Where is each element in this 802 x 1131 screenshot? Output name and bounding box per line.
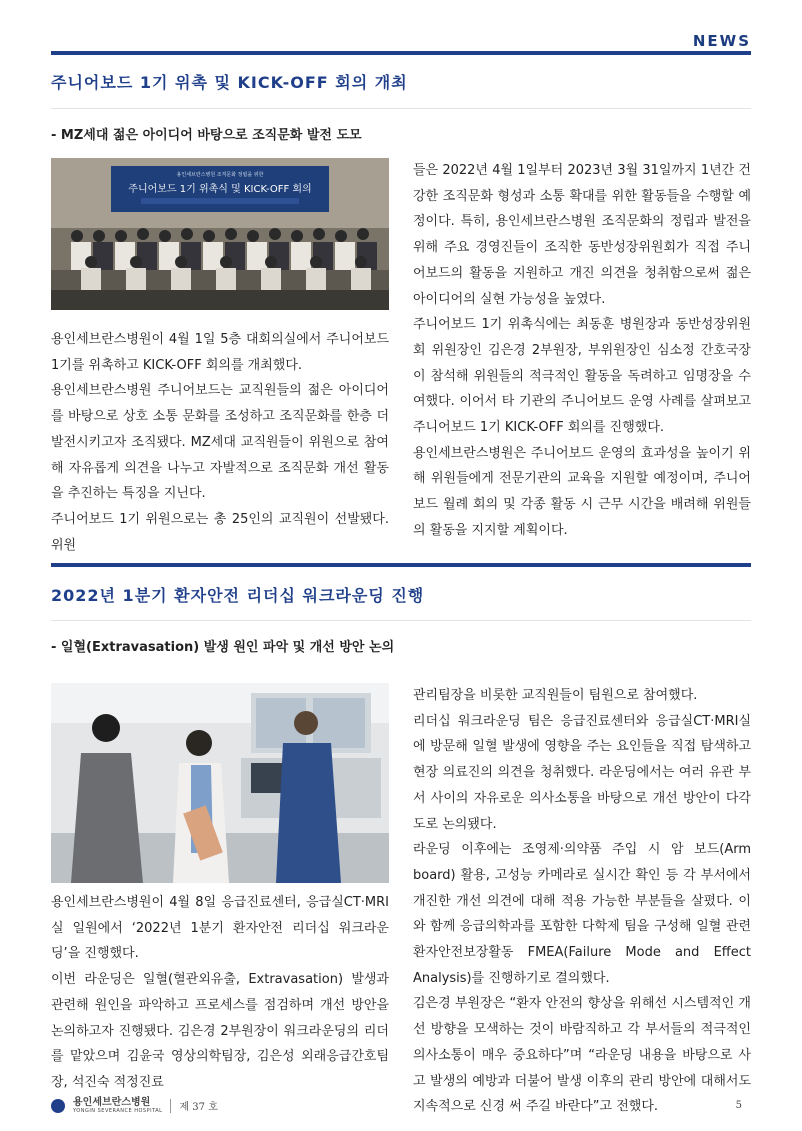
paragraph: 용인세브란스병원이 4월 8일 응급진료센터, 응급실CT·MRI실 일원에서 ‘2022년 1분기 환자안전 리더십 워크라운딩’을 진행했다. <box>51 895 389 962</box>
article1-right-column <box>413 158 751 544</box>
paragraph: 주니어보드 1기 위원으로는 총 25인의 교직원이 선발됐다. 위원 <box>51 511 389 553</box>
footer <box>51 1098 218 1114</box>
divider <box>51 620 751 621</box>
hospital-logo-icon <box>51 1099 65 1113</box>
paragraph: 들은 2022년 4월 1일부터 2023년 3월 31일까지 1년간 건강한 조직문화 형성과 소통 확대를 위한 활동들을 수행할 예정이다. 특히, 용인세브란스병원 조직문화의 정립과 발전을 위해 주요 경영진들이 조직한 동반성장위원회가 직접 주니어보드의 활동을 지원하고 개진 의견을 청취함으로써 젊은 아이디어의 실현 가능성을 높였다. <box>413 163 751 307</box>
hospital-name-block <box>73 1098 162 1114</box>
paragraph: 김은경 부원장은 “환자 안전의 향상을 위해선 시스템적인 개선 방향을 모색하는 것이 바람직하고 각 부서들의 적극적인 의사소통이 매우 중요하다”며 “라운딩 내용을 바탕으로 사고 발생의 예방과 더불어 발생 이후의 관리 방안에 대해서도 지속적으로 신경 써 주길 바란다”고 전했다. <box>413 996 751 1115</box>
paragraph: 주니어보드 1기 위촉식에는 최동훈 병원장과 동반성장위원회 위원장인 김은경 2부원장, 부위원장인 심소정 간호국장이 참석해 위원들의 적극적인 활동을 독려하고 임명장을 수여했다. 이어서 타 기관의 주니어보드 운영 사례를 살펴보고 주니어보드 1기 KICK-OFF 회의를 진행했다. <box>413 317 751 436</box>
section-label: NEWS <box>692 32 751 50</box>
article-title: 주니어보드 1기 위촉 및 KICK-OFF 회의 개최 <box>51 73 408 92</box>
article2-right-column <box>413 683 751 1120</box>
top-rule <box>51 51 751 55</box>
rounding-photo <box>51 683 389 883</box>
paragraph: 용인세브란스병원 주니어보드는 교직원들의 젊은 아이디어를 바탕으로 상호 소통 문화를 조성하고 조직문화를 한층 더 발전시키고자 조직됐다. MZ세대 교직원들이 위원으로 참여해 자유롭게 의견을 나누고 자발적으로 조직문화 개선 활동을 추진하는 특징을 지닌다. <box>51 383 389 502</box>
paragraph: 리더십 워크라운딩 팀은 응급진료센터와 응급실CT·MRI실에 방문해 일혈 발생에 영향을 주는 요인들을 직접 탐색하고 현장 의료진의 의견을 청취했다. 라운딩에서는 여러 유관 부서 사이의 자유로운 의사소통을 바탕으로 개선 방안이 다각도로 논의됐다. <box>413 713 751 832</box>
group-photo-image <box>51 158 389 310</box>
hospital-name-en: YONGIN SEVERANCE HOSPITAL <box>73 1107 163 1114</box>
page-number: 5 <box>735 1100 742 1111</box>
banner-subtext: 용인세브란스병원 조직문화 정립을 위한 <box>176 172 264 178</box>
section-rule <box>51 563 751 567</box>
divider <box>51 108 751 109</box>
paragraph: 용인세브란스병원은 주니어보드 운영의 효과성을 높이기 위해 위원들에게 전문기관의 교육을 지원할 예정이며, 주니어보드 월례 회의 및 각종 활동 시 근무 시간을 배려해 위원들의 활동을 지지할 계획이다. <box>413 445 751 538</box>
article-title: 2022년 1분기 환자안전 리더십 워크라운딩 진행 <box>51 586 425 605</box>
banner-title: 주니어보드 1기 위촉식 및 KICK-OFF 회의 <box>128 184 312 195</box>
rounding-photo-image <box>51 683 389 883</box>
group-photo <box>51 158 389 310</box>
footer-divider <box>170 1099 171 1113</box>
article2-left-column <box>51 890 389 1096</box>
paragraph: 관리팀장을 비롯한 교직원들이 팀원으로 참여했다. <box>413 688 698 703</box>
article-subtitle: - 일혈(Extravasation) 발생 원인 파악 및 개선 방안 논의 <box>51 640 395 655</box>
hospital-name: 용인세브란스병원 <box>73 1097 151 1108</box>
issue-number: 제 37 호 <box>179 1102 218 1114</box>
article-subtitle: - MZ세대 젊은 아이디어 바탕으로 조직문화 발전 도모 <box>51 128 362 143</box>
article1-left-column <box>51 327 389 558</box>
paragraph: 라운딩 이후에는 조영제·의약품 주입 시 암 보드(Arm board) 활용, 고성능 카메라로 실시간 확인 등 각 부서에서 개진한 개선 의견에 대해 적용 가능한 부분들을 살폈다. 이와 함께 응급의학과를 포함한 다학제 팀을 구성해 일혈 관련 환자안전보장활동 FMEA(Failure Mode and Effect Analysis)를 진행하기로 결의했다. <box>413 842 751 986</box>
paragraph: 용인세브란스병원이 4월 1일 5층 대회의실에서 주니어보드 1기를 위촉하고 KICK-OFF 회의를 개최했다. <box>51 332 389 373</box>
paragraph: 이번 라운딩은 일혈(혈관외유출, Extravasation) 발생과 관련해 원인을 파악하고 프로세스를 점검하며 개선 방안을 논의하고자 진행됐다. 김은경 2부원장이 워크라운딩의 리더를 맡았으며 김윤국 영상의학팀장, 김은성 외래응급간호팀장, 석진숙 적정진료 <box>51 972 389 1090</box>
